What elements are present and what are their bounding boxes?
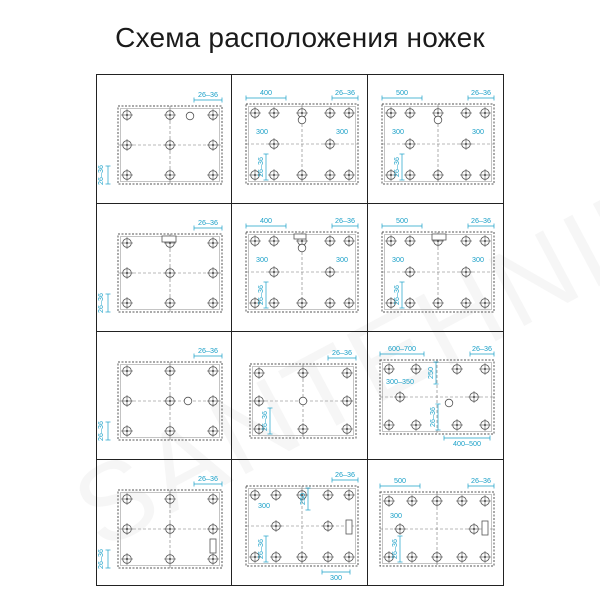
leg-foot-icon <box>296 551 308 563</box>
leg-foot-icon <box>121 365 133 377</box>
leg-foot-icon <box>394 391 406 403</box>
leg-foot-icon <box>164 139 176 151</box>
leg-foot-icon <box>270 489 282 501</box>
leg-foot-icon <box>406 495 418 507</box>
leg-foot-icon <box>207 169 219 181</box>
leg-foot-icon <box>164 395 176 407</box>
leg-foot-icon <box>460 138 472 150</box>
leg-foot-icon <box>164 553 176 565</box>
leg-foot-icon <box>451 419 463 431</box>
drain-hole-icon <box>445 399 453 407</box>
leg-foot-icon <box>468 391 480 403</box>
leg-foot-icon <box>456 495 468 507</box>
dimension-label: 300 <box>330 573 342 582</box>
leg-foot-icon <box>253 367 265 379</box>
leg-foot-icon <box>343 551 355 563</box>
drain-hole-icon <box>298 116 306 124</box>
leg-foot-icon <box>479 495 491 507</box>
leg-foot-icon <box>121 493 133 505</box>
leg-foot-icon <box>479 419 491 431</box>
dimension-label: 26–36 <box>335 88 355 97</box>
dimension-label: 26–36 <box>471 216 491 225</box>
leg-foot-icon <box>479 297 491 309</box>
leg-foot-icon <box>268 297 280 309</box>
leg-layout-r4c2 <box>232 458 366 586</box>
drain-hole-icon <box>298 244 306 252</box>
dimension-label: 500 <box>396 88 408 97</box>
dimension-label: 26–36 <box>96 293 105 313</box>
dimension-label: 300–350 <box>386 377 414 386</box>
dimension-label: 500 <box>396 216 408 225</box>
leg-foot-icon <box>121 169 133 181</box>
leg-layout-diagram <box>232 458 366 586</box>
drain-hole-icon <box>186 112 194 120</box>
leg-foot-icon <box>479 235 491 247</box>
leg-foot-icon <box>343 235 355 247</box>
leg-foot-icon <box>479 363 491 375</box>
dimension-label: 26–36 <box>198 90 218 99</box>
dimension-label: 400 <box>260 216 272 225</box>
dimension-label: 400 <box>260 88 272 97</box>
leg-foot-icon <box>268 107 280 119</box>
leg-foot-icon <box>164 523 176 535</box>
leg-foot-icon <box>249 489 261 501</box>
leg-foot-icon <box>164 267 176 279</box>
leg-foot-icon <box>164 365 176 377</box>
leg-foot-icon <box>410 419 422 431</box>
dimension-label: 300 <box>392 255 404 264</box>
dimension-label: 26–36 <box>198 218 218 227</box>
leg-foot-icon <box>207 395 219 407</box>
leg-foot-icon <box>207 493 219 505</box>
dimension-label: 250 <box>298 493 307 505</box>
leg-foot-icon <box>456 551 468 563</box>
dimension-label: 26–36 <box>260 411 269 431</box>
dimension-label: 26–36 <box>256 285 265 305</box>
leg-foot-icon <box>121 267 133 279</box>
leg-foot-icon <box>383 419 395 431</box>
drain-slot-icon <box>346 520 352 534</box>
leg-layout-diagram <box>368 74 502 202</box>
leg-foot-icon <box>460 235 472 247</box>
dimension-label: 26–36 <box>256 539 265 559</box>
dimension-label: 26–36 <box>198 346 218 355</box>
leg-foot-icon <box>207 553 219 565</box>
leg-foot-icon <box>164 493 176 505</box>
dimension-label: 26–36 <box>472 344 492 353</box>
leg-foot-icon <box>460 169 472 181</box>
leg-foot-icon <box>207 297 219 309</box>
leg-foot-icon <box>121 523 133 535</box>
leg-foot-icon <box>207 523 219 535</box>
leg-foot-icon <box>297 367 309 379</box>
leg-foot-icon <box>343 169 355 181</box>
leg-foot-icon <box>207 365 219 377</box>
leg-layout-r1c1 <box>96 74 230 202</box>
leg-foot-icon <box>341 423 353 435</box>
dimension-label: 26–36 <box>428 407 437 427</box>
leg-layout-r2c3 <box>368 202 502 330</box>
leg-foot-icon <box>431 495 443 507</box>
leg-foot-icon <box>121 109 133 121</box>
leg-foot-icon <box>404 169 416 181</box>
leg-foot-icon <box>343 107 355 119</box>
leg-foot-icon <box>460 107 472 119</box>
leg-foot-icon <box>270 551 282 563</box>
dimension-label: 26–36 <box>335 216 355 225</box>
leg-foot-icon <box>404 138 416 150</box>
leg-layout-r1c2 <box>232 74 366 202</box>
leg-foot-icon <box>343 297 355 309</box>
drain-slot-icon <box>482 521 488 535</box>
leg-layout-diagram <box>96 202 230 330</box>
leg-foot-icon <box>121 139 133 151</box>
dimension-label: 26–36 <box>471 88 491 97</box>
leg-foot-icon <box>404 266 416 278</box>
leg-layout-r3c1 <box>96 330 230 458</box>
leg-foot-icon <box>479 551 491 563</box>
leg-foot-icon <box>460 297 472 309</box>
dimension-label: 26–36 <box>392 285 401 305</box>
leg-foot-icon <box>343 489 355 501</box>
dimension-label: 300 <box>390 511 402 520</box>
leg-foot-icon <box>406 551 418 563</box>
leg-foot-icon <box>383 363 395 375</box>
leg-layout-diagram <box>232 202 366 330</box>
leg-layout-diagram <box>368 330 502 458</box>
leg-foot-icon <box>451 363 463 375</box>
dimension-label: 300 <box>336 255 348 264</box>
dimension-label: 300 <box>258 501 270 510</box>
leg-foot-icon <box>324 266 336 278</box>
leg-foot-icon <box>207 237 219 249</box>
dimension-label: 26–36 <box>392 157 401 177</box>
leg-foot-icon <box>207 109 219 121</box>
leg-foot-icon <box>385 235 397 247</box>
leg-layout-diagram <box>96 330 230 458</box>
leg-foot-icon <box>394 523 406 535</box>
leg-foot-icon <box>296 169 308 181</box>
leg-layout-r3c3 <box>368 330 502 458</box>
leg-foot-icon <box>249 107 261 119</box>
leg-foot-icon <box>479 169 491 181</box>
dimension-label: 26–36 <box>96 421 105 441</box>
leg-foot-icon <box>121 395 133 407</box>
dimension-label: 300 <box>256 127 268 136</box>
leg-foot-icon <box>164 297 176 309</box>
dimension-label: 26–36 <box>471 476 491 485</box>
leg-foot-icon <box>121 237 133 249</box>
leg-foot-icon <box>164 109 176 121</box>
leg-foot-icon <box>324 107 336 119</box>
leg-foot-icon <box>431 551 443 563</box>
drain-slot-icon <box>432 234 446 240</box>
leg-foot-icon <box>268 138 280 150</box>
leg-foot-icon <box>324 235 336 247</box>
drain-hole-icon <box>434 116 442 124</box>
leg-foot-icon <box>432 297 444 309</box>
leg-foot-icon <box>383 495 395 507</box>
leg-foot-icon <box>297 423 309 435</box>
dimension-label: 500 <box>394 476 406 485</box>
leg-layout-r1c3 <box>368 74 502 202</box>
leg-foot-icon <box>207 425 219 437</box>
leg-foot-icon <box>404 297 416 309</box>
leg-foot-icon <box>268 235 280 247</box>
leg-foot-icon <box>268 266 280 278</box>
dimension-label: 300 <box>472 255 484 264</box>
page-title: Схема расположения ножек <box>115 22 485 53</box>
leg-foot-icon <box>324 169 336 181</box>
leg-foot-icon <box>479 107 491 119</box>
leg-foot-icon <box>410 363 422 375</box>
dimension-label: 300 <box>256 255 268 264</box>
dimension-label: 26–36 <box>332 348 352 357</box>
leg-foot-icon <box>164 169 176 181</box>
dimension-label: 250 <box>426 367 435 379</box>
leg-foot-icon <box>432 169 444 181</box>
drain-slot-icon <box>210 539 216 553</box>
leg-foot-icon <box>385 107 397 119</box>
dimension-label: 600–700 <box>388 344 416 353</box>
leg-foot-icon <box>460 266 472 278</box>
dimension-label: 26–36 <box>256 157 265 177</box>
leg-foot-icon <box>322 489 334 501</box>
dimension-label: 300 <box>392 127 404 136</box>
leg-layout-diagram <box>232 330 366 458</box>
leg-layout-r2c1 <box>96 202 230 330</box>
leg-foot-icon <box>404 235 416 247</box>
dimension-label: 400–500 <box>453 439 481 448</box>
drain-hole-icon <box>184 397 192 405</box>
leg-foot-icon <box>296 297 308 309</box>
leg-foot-icon <box>404 107 416 119</box>
leg-layout-r4c3 <box>368 458 502 586</box>
leg-foot-icon <box>322 520 334 532</box>
dimension-label: 26–36 <box>96 165 105 185</box>
drain-hole-icon <box>299 397 307 405</box>
leg-layout-diagram <box>232 74 366 202</box>
dimension-label: 26–36 <box>198 474 218 483</box>
leg-foot-icon <box>121 553 133 565</box>
leg-foot-icon <box>468 523 480 535</box>
leg-layout-diagram <box>96 458 230 586</box>
leg-foot-icon <box>207 267 219 279</box>
dimension-label: 26–36 <box>390 539 399 559</box>
leg-layout-diagram <box>368 458 502 586</box>
dimension-label: 26–36 <box>96 549 105 569</box>
leg-foot-icon <box>207 139 219 151</box>
leg-layout-diagram <box>368 202 502 330</box>
leg-foot-icon <box>341 395 353 407</box>
leg-foot-icon <box>324 138 336 150</box>
leg-foot-icon <box>121 425 133 437</box>
dimension-label: 300 <box>336 127 348 136</box>
leg-foot-icon <box>322 551 334 563</box>
leg-foot-icon <box>341 367 353 379</box>
leg-foot-icon <box>270 520 282 532</box>
leg-layout-r2c2 <box>232 202 366 330</box>
leg-layout-r4c1 <box>96 458 230 586</box>
drain-slot-icon <box>294 234 306 239</box>
leg-layout-diagram <box>96 74 230 202</box>
leg-foot-icon <box>249 235 261 247</box>
leg-layout-r3c2 <box>232 330 366 458</box>
leg-foot-icon <box>324 297 336 309</box>
dimension-label: 300 <box>472 127 484 136</box>
leg-foot-icon <box>164 425 176 437</box>
dimension-label: 26–36 <box>335 470 355 479</box>
drain-slot-icon <box>162 236 176 242</box>
leg-foot-icon <box>121 297 133 309</box>
leg-foot-icon <box>268 169 280 181</box>
leg-foot-icon <box>253 395 265 407</box>
